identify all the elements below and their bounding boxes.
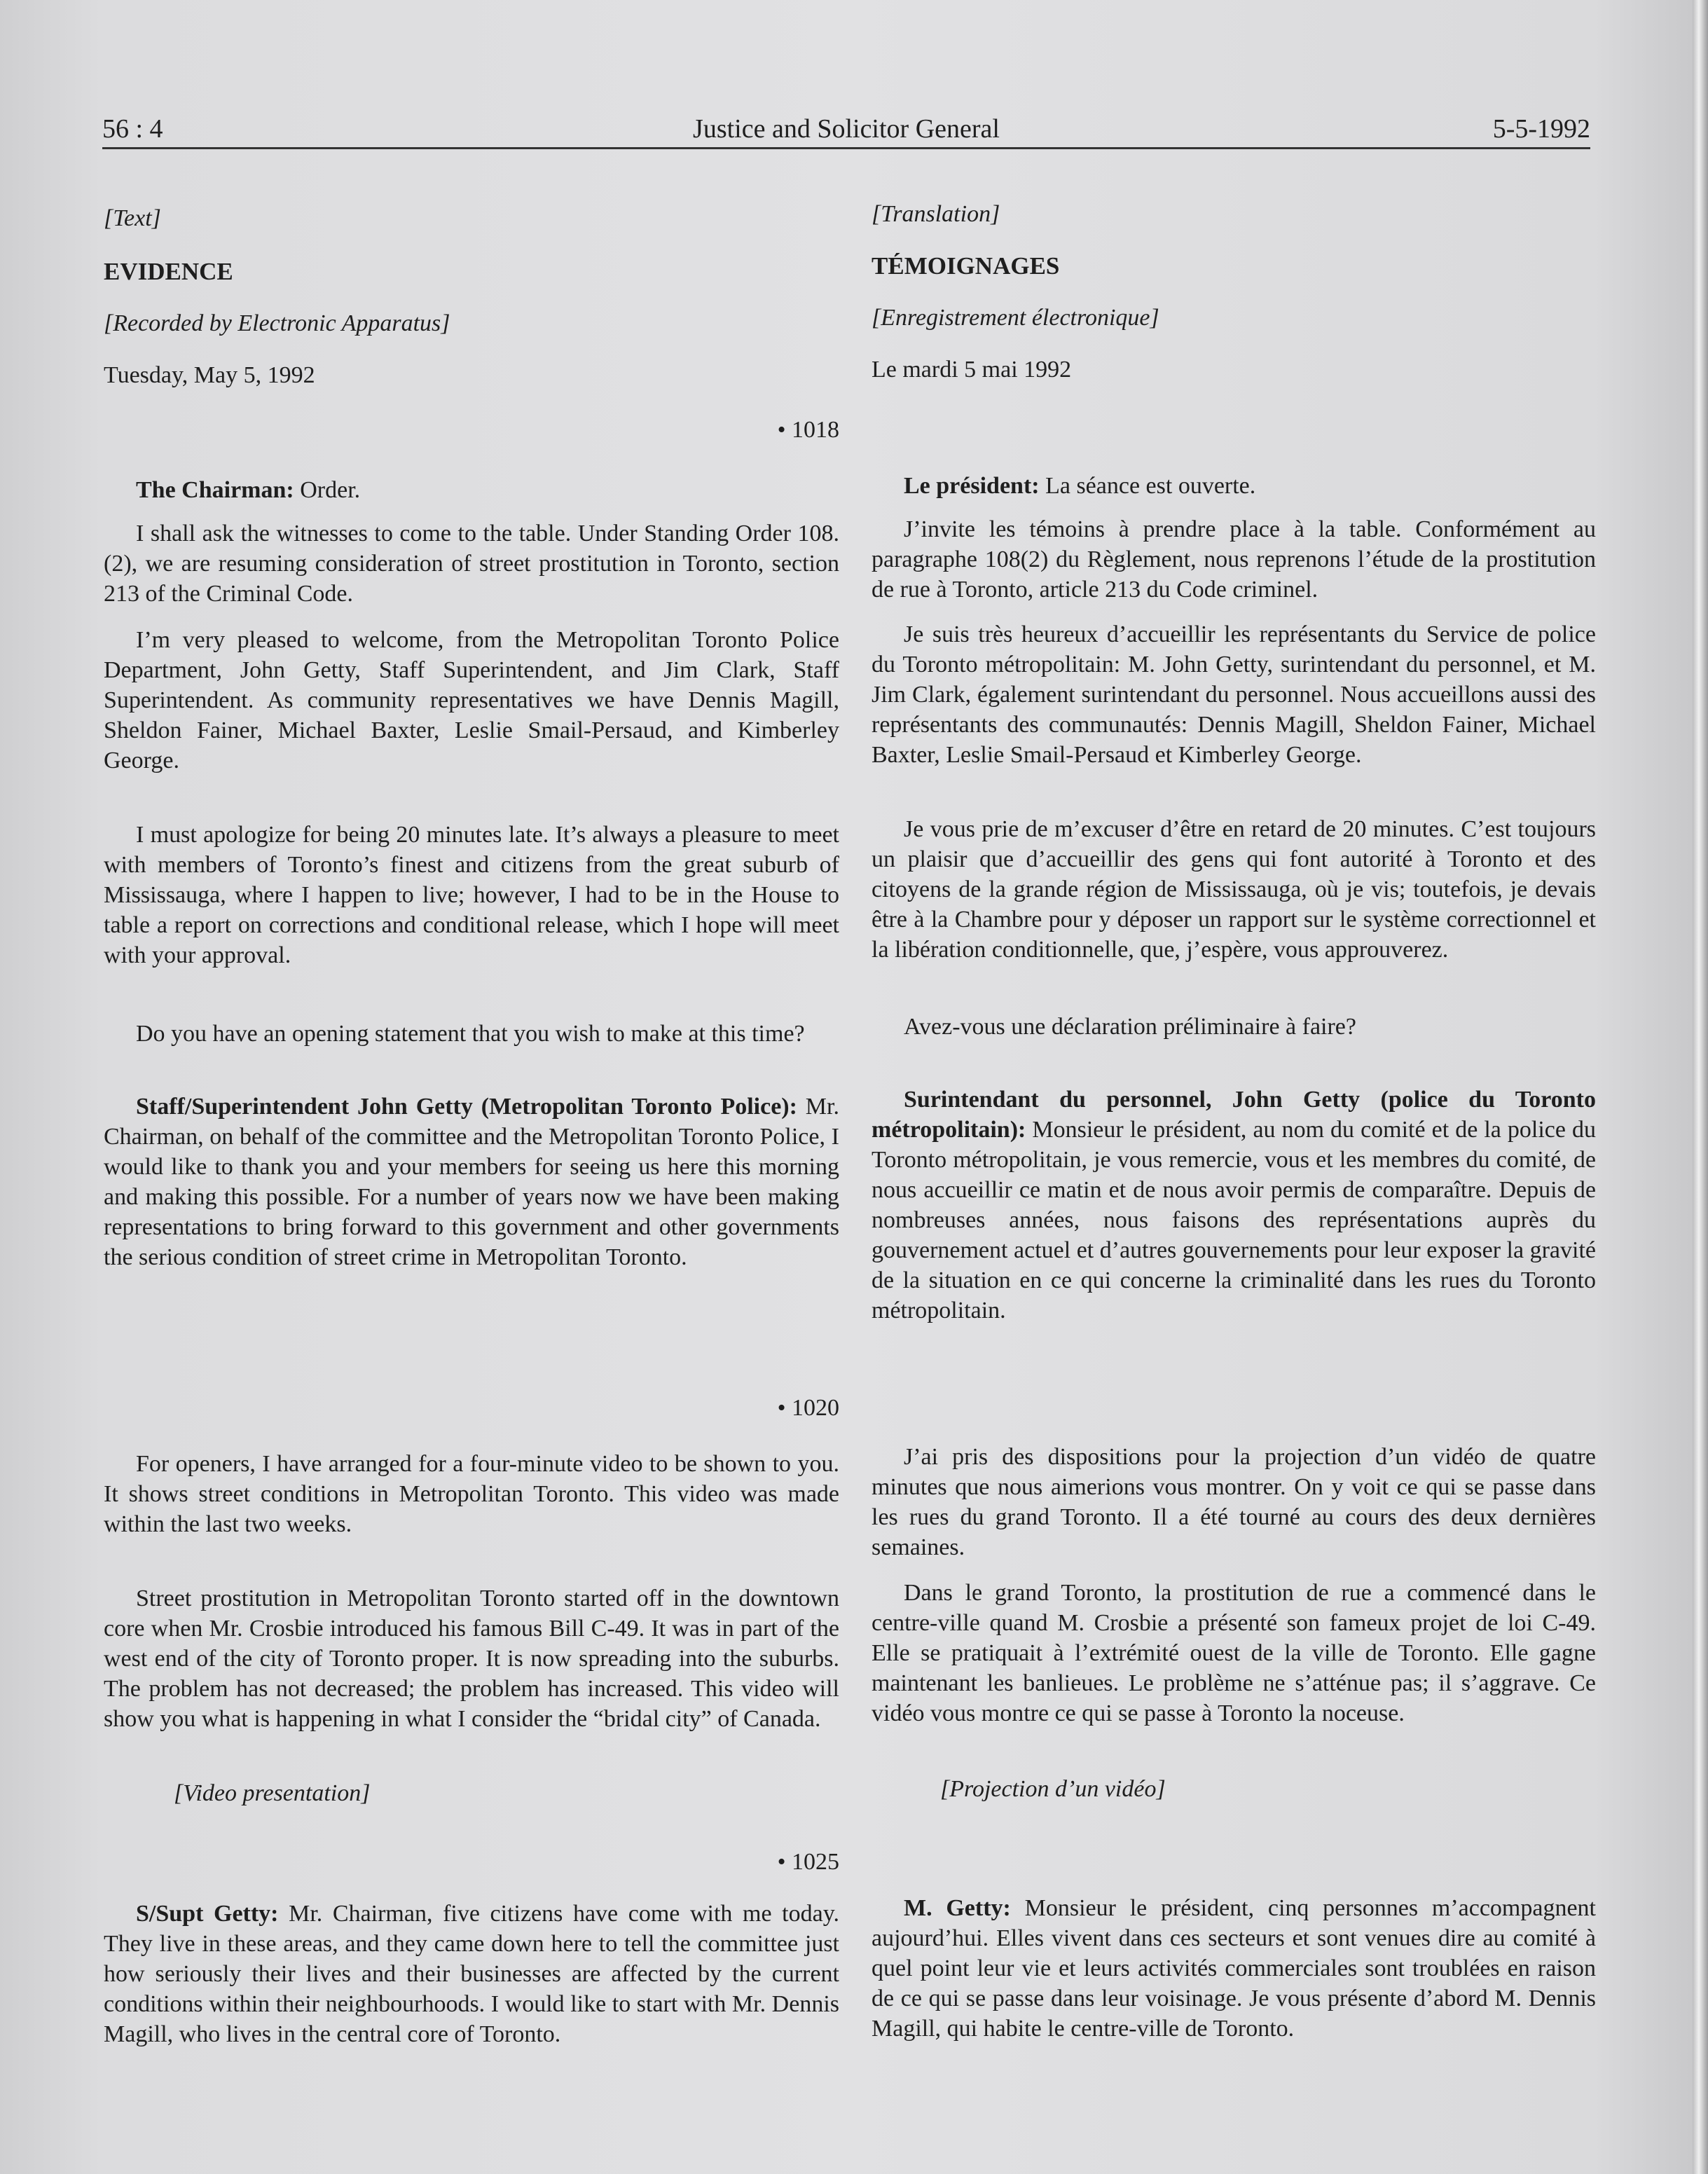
paragraph: S/Supt Getty: Mr. Chairman, five citizens have come with me today. They live in these areas, and they came down here to tell the committee just how seriously their lives and their businesses are affected by the current conditions within their neighbourhoods. I would like to start with Mr. Dennis Magill, who lives in the central core of Toronto. bbox=[104, 1901, 839, 2047]
recorded-note: [Recorded by Electronic Apparatus] bbox=[104, 310, 450, 336]
paragraph: Surintendant du personnel, John Getty (police du Toronto métropolitain): Monsieur le président, au nom du comité et de la police du Toronto métropolitain, je vous remercie, vous et les membres du comité, de nous accueillir ce matin et de nous avoir permis de comparaître. Depuis de nombreuses années, nous faisons des représentations auprès du gouvernement actuel et d’autres gouvernements pour leur exposer la gravité de la situation en ce qui concerne la criminalité dans les rues du Toronto métropolitain. bbox=[872, 1087, 1596, 1323]
speaker-name: Le président: bbox=[904, 473, 1040, 499]
page-edge bbox=[1693, 0, 1708, 2174]
paragraph: Le président: La séance est ouverte. bbox=[904, 473, 1256, 499]
paragraph: The Chairman: Order. bbox=[136, 477, 361, 503]
speaker-name: Staff/Superintendent John Getty (Metropolitan Toronto Police): bbox=[136, 1094, 797, 1120]
paragraph: For openers, I have arranged for a four-minute video to be shown to you. It shows street conditions in Metropolitan Toronto. This video was made within the last two weeks. bbox=[104, 1451, 839, 1537]
page-number: 56 : 4 bbox=[102, 114, 163, 144]
paragraph: Je suis très heureux d’accueillir les représentants du Service de police du Toronto métropolitain: M. John Getty, surintendant du personnel, et M. Jim Clark, également surintendant du personnel. Nous accueillons aussi des représentants des communautés: Dennis Magill, Sheldon Fainer, Michael Baxter, Leslie Smail-Persaud et Kimberley George. bbox=[872, 621, 1596, 768]
speaker-name: The Chairman: bbox=[136, 477, 294, 503]
speaker-name: Surintendant du personnel, John Getty (police du Toronto métropolitain): bbox=[872, 1087, 1596, 1143]
paragraph: J’invite les témoins à prendre place à la table. Conformément au paragraphe 108(2) du Règlement, nous reprenons l’étude de la prostitution de rue à Toronto, article 213 du Code criminel. bbox=[872, 516, 1596, 603]
time-marker: • 1020 bbox=[777, 1395, 839, 1421]
section-heading: EVIDENCE bbox=[104, 258, 233, 285]
header-title: Justice and Solicitor General bbox=[693, 114, 1000, 144]
section-heading: TÉMOIGNAGES bbox=[872, 252, 1060, 280]
text-tag: [Text] bbox=[104, 205, 161, 231]
speaker-name: S/Supt Getty: bbox=[136, 1901, 279, 1927]
time-marker: • 1018 bbox=[777, 417, 839, 443]
paragraph: Dans le grand Toronto, la prostitution de rue a commencé dans le centre-ville quand M. Crosbie a présenté son fameux projet de loi C-49. Elle se pratiquait à l’extrémité ouest de la ville de Toronto. Elle gagne maintenant les banlieues. Le problème ne s’atténue pas; il s’aggrave. Ce vidéo vous montre ce qui se passe à Toronto la noceuse. bbox=[872, 1580, 1596, 1726]
date-line: Tuesday, May 5, 1992 bbox=[104, 362, 315, 388]
video-note: [Video presentation] bbox=[174, 1780, 371, 1806]
time-marker: • 1025 bbox=[777, 1849, 839, 1875]
paragraph: I shall ask the witnesses to come to the table. Under Standing Order 108.(2), we are resuming consideration of street prostitution in Toronto, section 213 of the Criminal Code. bbox=[104, 521, 839, 607]
paragraph: Street prostitution in Metropolitan Toronto started off in the downtown core when Mr. Crosbie introduced his famous Bill C-49. It was in part of the west end of the city of Toronto proper. It is now spreading into the suburbs. The problem has not decreased; the problem has increased. This video will show you what is happening in what I consider the “bridal city” of Canada. bbox=[104, 1585, 839, 1732]
paragraph: Staff/Superintendent John Getty (Metropolitan Toronto Police): Mr. Chairman, on behalf of the committee and the Metropolitan Toronto Police, I would like to thank you and your members for seeing us here this morning and making this possible. For a number of years now we have been making representations to bring forward to this government and other governments the serious condition of street crime in Metropolitan Toronto. bbox=[104, 1094, 839, 1270]
date-line: Le mardi 5 mai 1992 bbox=[872, 357, 1072, 383]
paragraph: Je vous prie de m’excuser d’être en retard de 20 minutes. C’est toujours un plaisir que d’accueillir des gens qui font autorité à Toronto et des citoyens de la grande région de Mississauga, où je vis; toutefois, je devais être à la Chambre pour y déposer un rapport sur le système correctionnel et la libération conditionnelle, que, j’espère, vous approuverez. bbox=[872, 816, 1596, 963]
recorded-note: [Enregistrement électronique] bbox=[872, 305, 1159, 331]
speaker-name: M. Getty: bbox=[904, 1895, 1011, 1921]
paragraph: Avez-vous une déclaration préliminaire à faire? bbox=[904, 1014, 1356, 1040]
paragraph: I must apologize for being 20 minutes late. It’s always a pleasure to meet with members of Toronto’s finest and citizens from the great suburb of Mississauga, where I happen to live; however, I had to be in the House to table a report on corrections and conditional release, which I hope will meet with your approval. bbox=[104, 822, 839, 968]
header-date: 5-5-1992 bbox=[1492, 114, 1590, 144]
paragraph: J’ai pris des dispositions pour la projection d’un vidéo de quatre minutes que nous aimerions vous montrer. On y voit ce qui se passe dans les rues du grand Toronto. Il a été tourné au cours des deux dernières semaines. bbox=[872, 1444, 1596, 1560]
text-tag: [Translation] bbox=[872, 201, 1000, 227]
paragraph: M. Getty: Monsieur le président, cinq personnes m’accompagnent aujourd’hui. Elles vivent dans ces secteurs et sont venues dire au comité à quel point leur vie et leurs activités commerciales sont troublées en raison de ce qui se passe dans leur voisinage. Je vous présente d’abord M. Dennis Magill, qui habite le centre-ville de Toronto. bbox=[872, 1895, 1596, 2042]
video-note: [Projection d’un vidéo] bbox=[940, 1776, 1166, 1802]
running-header bbox=[102, 111, 1590, 149]
paragraph: Do you have an opening statement that you wish to make at this time? bbox=[136, 1021, 805, 1047]
paragraph: I’m very pleased to welcome, from the Metropolitan Toronto Police Department, John Getty, Staff Superintendent, and Jim Clark, Staff Superintendent. As community representatives we have Dennis Magill, Sheldon Fainer, Michael Baxter, Leslie Smail-Persaud, and Kimberley George. bbox=[104, 627, 839, 773]
